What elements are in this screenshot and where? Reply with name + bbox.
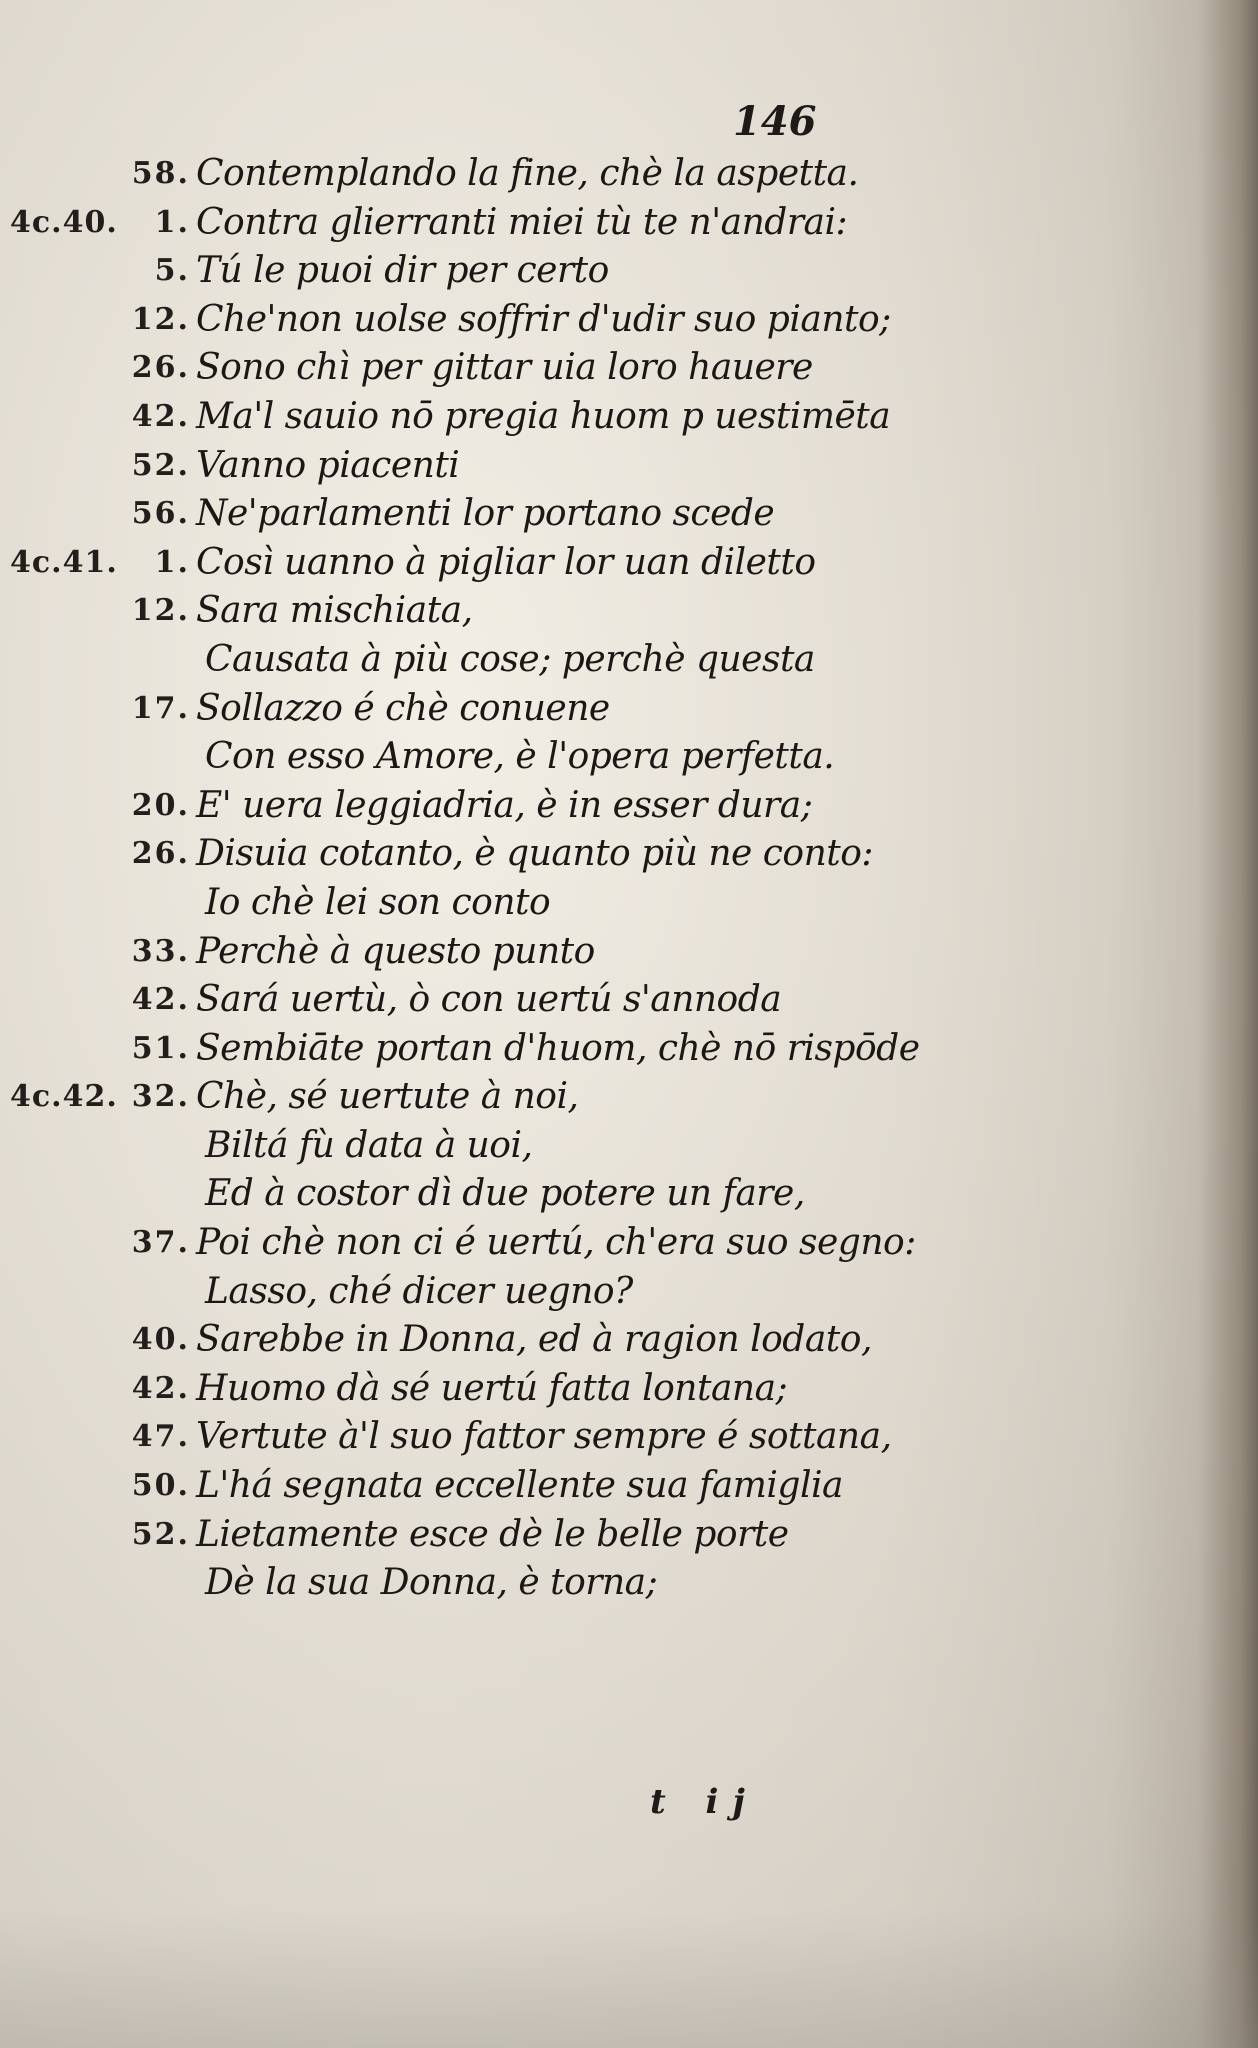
verse-text: Vanno piacenti: [196, 444, 460, 486]
verse-text: Tú le puoi dir per certo: [196, 250, 609, 292]
page-edge-shadow: [1198, 0, 1258, 2048]
verse-text: Ma'l sauio nō pregia huom p uestimēta: [196, 395, 891, 437]
verse-number: 42.: [131, 1370, 190, 1406]
verse-number: 32.: [131, 1079, 190, 1115]
verse-number: 1.: [154, 544, 190, 580]
index-line: [0, 1073, 1200, 1122]
verse-text: Huomo dà sé uertú fatta lontana;: [196, 1367, 788, 1409]
index-line: [0, 1462, 1200, 1511]
index-line: [0, 782, 1200, 831]
verse-number: 33.: [131, 933, 190, 969]
verse-number: 1.: [154, 204, 190, 240]
index-line: [0, 587, 1200, 636]
verse-number: 17.: [131, 690, 190, 726]
verse-text: Lasso, ché dicer uegno?: [205, 1270, 633, 1312]
index-line: [0, 490, 1200, 539]
index-line: [0, 1511, 1200, 1560]
section-reference: 4c.40.: [10, 204, 118, 240]
index-line: [0, 1170, 1200, 1219]
index-line: [0, 1365, 1200, 1414]
verse-text: Sarebbe in Donna, ed à ragion lodato,: [196, 1319, 872, 1361]
page-number: 146: [733, 98, 817, 145]
verse-number: 42.: [131, 398, 190, 434]
index-line: [0, 247, 1200, 296]
verse-text: Causata à più cose; perchè questa: [205, 638, 815, 680]
index-line: [0, 1219, 1200, 1268]
index-line: [0, 879, 1200, 928]
verse-text: Che'non uolse soffrir d'udir suo pianto;: [196, 298, 891, 340]
verse-number: 40.: [131, 1322, 190, 1358]
verse-text: Ed à costor dì due potere un fare,: [205, 1173, 805, 1215]
verse-number: 58.: [131, 156, 190, 191]
verse-text: Ne'parlamenti lor portano scede: [196, 493, 775, 535]
index-line: [0, 1559, 1200, 1608]
verse-number: 50.: [131, 1468, 190, 1504]
verse-text: Biltá fù data à uoi,: [205, 1124, 533, 1166]
section-reference: 4c.42.: [10, 1079, 118, 1115]
verse-text: Sembiāte portan d'huom, chè nō rispōde: [196, 1027, 920, 1069]
index-line: [0, 539, 1200, 588]
index-line: [0, 685, 1200, 734]
verse-number: 5.: [154, 253, 190, 289]
verse-number: 51.: [131, 1030, 190, 1066]
verse-text: E' uera leggiadria, è in esser dura;: [196, 784, 813, 826]
index-line: [0, 1025, 1200, 1074]
verse-number: 42.: [131, 982, 190, 1018]
verse-text: Io chè lei son conto: [205, 881, 551, 923]
verse-number: 26.: [131, 836, 190, 872]
verse-number: 26.: [131, 350, 190, 386]
index-line: [0, 830, 1200, 879]
index-line: [0, 1122, 1200, 1171]
index-line: [0, 199, 1200, 248]
verse-text: Così uanno à pigliar lor uan diletto: [196, 541, 816, 583]
verse-number: 47.: [131, 1419, 190, 1455]
index-line: [0, 928, 1200, 977]
verse-number: 12.: [131, 593, 190, 629]
verse-number: 37.: [131, 1225, 190, 1261]
verse-number: 12.: [131, 301, 190, 337]
verse-number: 52.: [131, 1516, 190, 1552]
verse-text: Chè, sé uertute à noi,: [196, 1076, 579, 1118]
index-line: [0, 1316, 1200, 1365]
verse-text: Sono chì per gittar uia loro hauere: [196, 347, 813, 389]
index-line: [0, 733, 1200, 782]
index-line: [0, 976, 1200, 1025]
verse-number: 20.: [131, 787, 190, 823]
index-line: [0, 1413, 1200, 1462]
verse-text: Lietamente esce dè le belle porte: [196, 1513, 789, 1555]
index-line: [0, 1268, 1200, 1317]
index-line: [0, 442, 1200, 491]
verse-text: Vertute à'l suo fattor sempre é sottana,: [196, 1416, 892, 1458]
index-line: [0, 636, 1200, 685]
verse-index-block: [0, 150, 1200, 1608]
verse-text: Sará uertù, ò con uertú s'annoda: [196, 979, 782, 1021]
verse-text: Dè la sua Donna, è torna;: [205, 1562, 658, 1604]
verse-text: Perchè à questo punto: [196, 930, 595, 972]
verse-text: Disuia cotanto, è quanto più ne conto:: [196, 833, 874, 875]
verse-text: Con esso Amore, è l'opera perfetta.: [205, 736, 835, 778]
page-bottom-shadow: [0, 1908, 1258, 2048]
verse-text: Contemplando la fine, chè la aspetta.: [196, 153, 859, 194]
verse-text: Sara mischiata,: [196, 590, 473, 632]
verse-number: 52.: [131, 447, 190, 483]
index-line: [0, 296, 1200, 345]
verse-text: L'há segnata eccellente sua famiglia: [196, 1465, 843, 1507]
verse-number: 56.: [131, 496, 190, 532]
printer-signature-mark: t ij: [650, 1782, 759, 1822]
verse-text: Poi chè non ci é uertú, ch'era suo segno:: [196, 1222, 916, 1264]
section-reference: 4c.41.: [10, 544, 118, 580]
verse-text: Sollazzo é chè conuene: [196, 687, 610, 729]
index-line: [0, 393, 1200, 442]
index-line: [0, 150, 1200, 199]
index-line: [0, 344, 1200, 393]
verse-text: Contra glierranti miei tù te n'andrai:: [196, 201, 848, 243]
